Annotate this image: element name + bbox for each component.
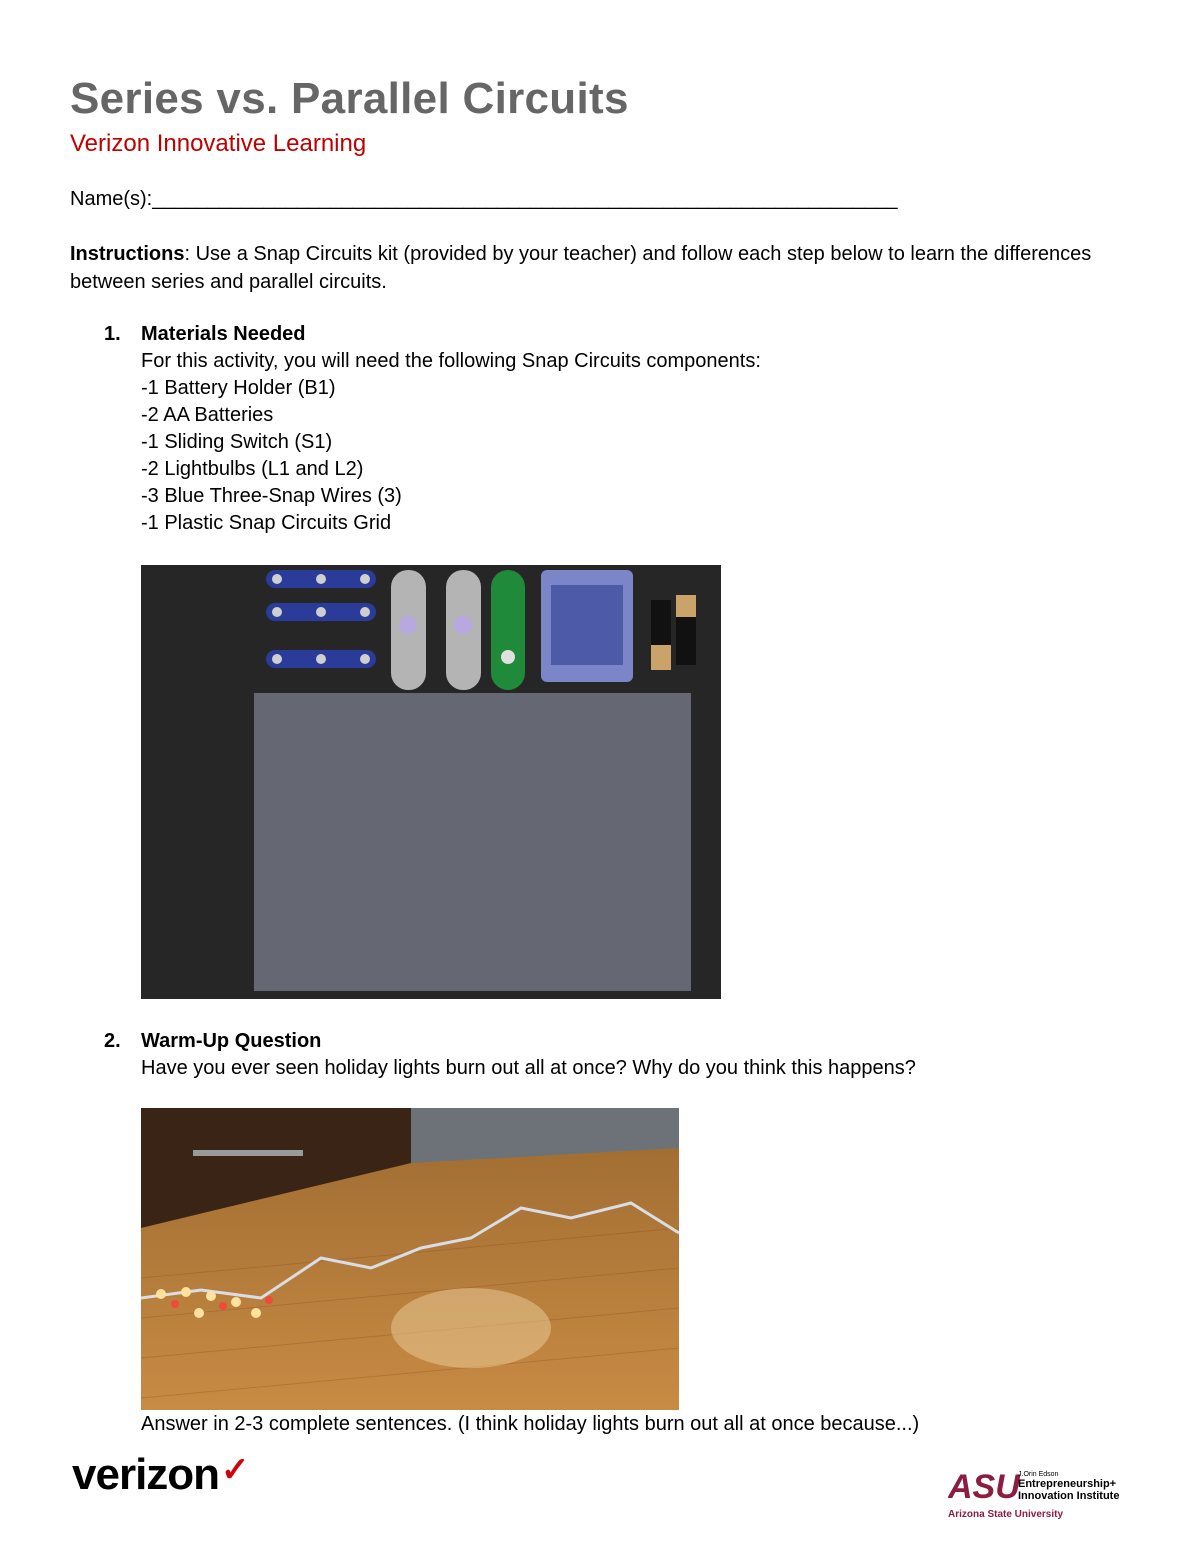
material-item: -1 Battery Holder (B1) [141, 377, 336, 399]
asu-university: Arizona State University [948, 1509, 1064, 1520]
section-2-heading: Warm-Up Question [141, 1030, 322, 1052]
names-field: Name(s):___________________________________________________________________ [70, 188, 898, 210]
snap-circuits-kit-photo [141, 565, 721, 999]
material-item: -2 Lightbulbs (L1 and L2) [141, 458, 364, 480]
asu-line1: Entrepreneurship+ [1018, 1478, 1117, 1490]
document-subtitle: Verizon Innovative Learning [70, 130, 367, 157]
asu-small-text: J.Orin Edson [1018, 1471, 1059, 1478]
verizon-logo-text: verizon [72, 1450, 220, 1499]
asu-logo [948, 1470, 1148, 1530]
asu-mark: ASU [948, 1470, 1020, 1506]
material-item: -2 AA Batteries [141, 404, 274, 426]
material-item: -3 Blue Three-Snap Wires (3) [141, 485, 402, 507]
holiday-lights-photo [141, 1108, 679, 1410]
instructions-label: Instructions [70, 243, 185, 265]
instructions-text: : Use a Snap Circuits kit (provided by your teacher) and follow each step below to learn the differences between series and parallel circuits. [70, 243, 1092, 293]
asu-line2: Innovation Institute [1018, 1490, 1120, 1502]
verizon-check-icon: ✓ [221, 1451, 249, 1489]
answer-prompt: Answer in 2-3 complete sentences. (I think holiday lights burn out all at once because...) [141, 1413, 920, 1435]
material-item: -1 Plastic Snap Circuits Grid [141, 512, 392, 534]
instructions-paragraph [70, 240, 1140, 296]
materials-intro: For this activity, you will need the following Snap Circuits components: [141, 350, 761, 372]
section-1-heading: Materials Needed [141, 323, 306, 345]
material-item: -1 Sliding Switch (S1) [141, 431, 333, 453]
verizon-logo [72, 1450, 249, 1500]
warmup-question: Have you ever seen holiday lights burn out all at once? Why do you think this happens? [141, 1057, 916, 1079]
section-1-number: 1. [104, 323, 121, 345]
section-2-number: 2. [104, 1030, 121, 1052]
document-title: Series vs. Parallel Circuits [70, 74, 629, 123]
